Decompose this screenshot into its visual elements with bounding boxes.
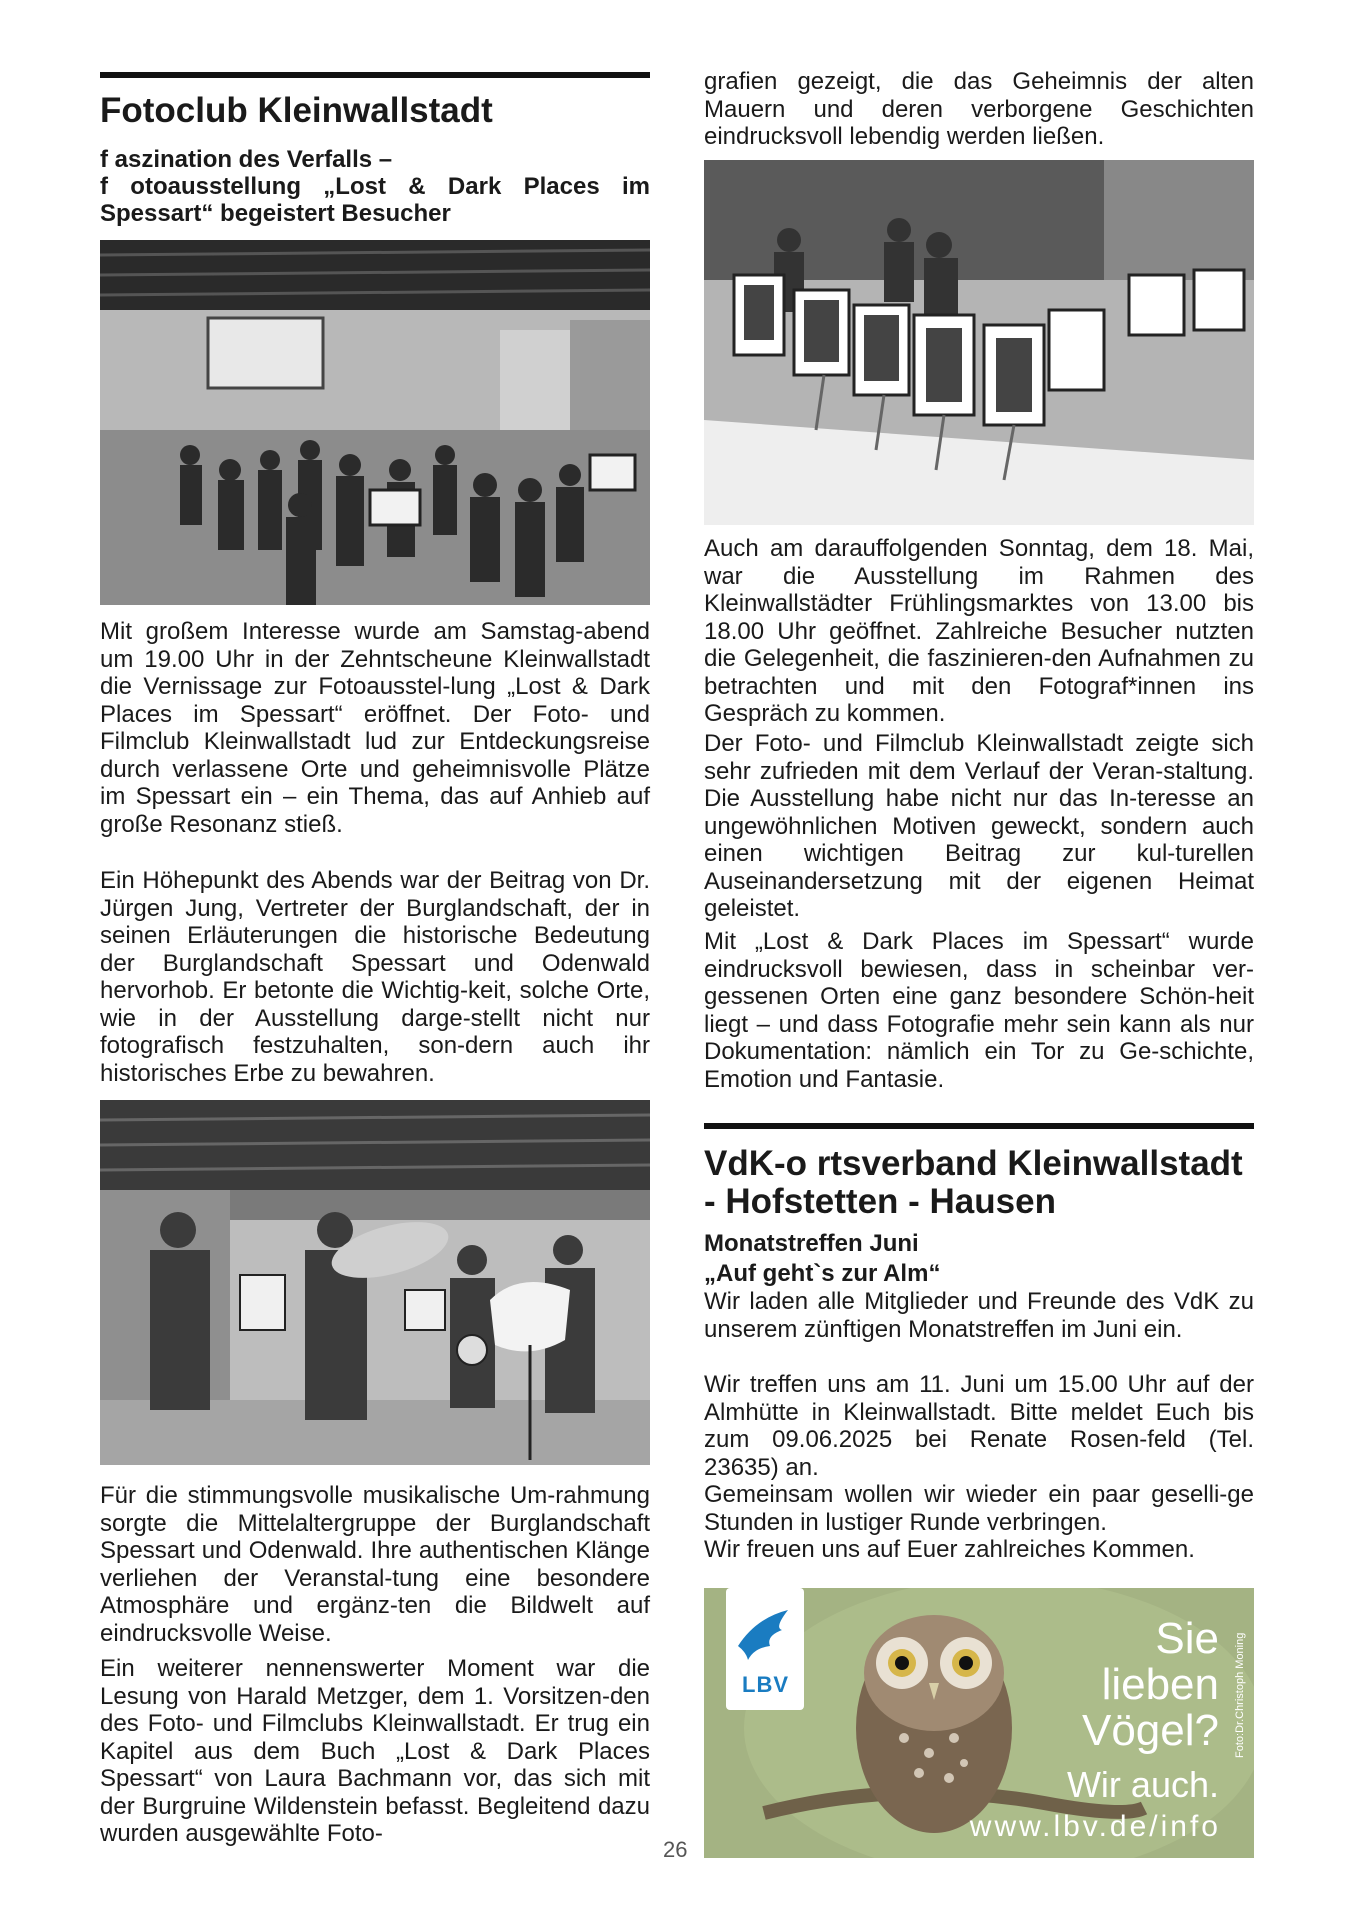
article-paragraph-5: grafien gezeigt, die das Geheimnis der alten Mauern und deren verborgene Geschichten eindrucksvoll lebendig werden ließen. — [704, 68, 1254, 150]
article-subtitle-line1: f aszination des Verfalls – — [100, 146, 393, 173]
article-paragraph-8: Mit „Lost & Dark Places im Spessart“ wurde eindrucksvoll bewiesen, dass in scheinbar ver-gessenen Orten eine ganz besondere Schön-heit liegt – und dass Fotografie mehr sein kann als nur Dokumentation: nämlich ein Tor zu Ge-schichte, Emotion und Fantasie. — [704, 928, 1254, 1093]
easels-exhibition-photo — [704, 160, 1254, 525]
vdk-subtitle-2: „Auf geht`s zur Alm“ — [704, 1260, 941, 1287]
lbv-logo — [726, 1588, 804, 1710]
ad-headline-line2: lieben — [1101, 1660, 1219, 1709]
medieval-band-photo — [100, 1100, 650, 1465]
lbv-advertisement[interactable] — [704, 1588, 1254, 1858]
lbv-logo-text: LBV — [742, 1672, 789, 1697]
article-paragraph-6: Auch am darauffolgenden Sonntag, dem 18. Mai, war die Ausstellung im Rahmen des Kleinwallstädter Frühlingsmarktes von 13.00 bis 18.00 Uhr geöffnet. Zahlreiche Besucher nutzten die Gelegenheit, die faszinieren-den Aufnahmen zu betrachten und mit den Fotograf*innen ins Gespräch zu kommen. — [704, 535, 1254, 727]
top-rule-left — [100, 72, 650, 78]
article-subtitle-line2: f otoausstellung „Lost & Dark Places im Spessart“ begeistert Besucher — [100, 173, 650, 227]
article-paragraph-2: Ein Höhepunkt des Abends war der Beitrag von Dr. Jürgen Jung, Vertreter der Burglandschaft, der in seinen Erläuterungen die historische Bedeutung der Burglandschaft Spessart und Odenwald hervorhob. Er betonte die Wichtig-keit, solche Orte, wie in der Ausstellung darge-stellt nicht nur fotografisch festzuhalten, son-dern auch ihr historisches Erbe zu bewahren. — [100, 867, 650, 1087]
article-paragraph-1: Mit großem Interesse wurde am Samstag-abend um 19.00 Uhr in der Zehntscheune Kleinwallstadt die Vernissage zur Fotoausstel-lung „Lost & Dark Places im Spessart“ eröffnet. Der Foto- und Filmclub Kleinwallstadt lud zur Entdeckungsreise durch verlassene Orte und geheimnisvolle Plätze im Spessart ein – ein Thema, das auf Anhieb auf große Resonanz stieß. — [100, 618, 650, 838]
ad-headline-line3: Vögel? — [1081, 1706, 1219, 1755]
ad-subline: Wir auch. — [1066, 1764, 1219, 1805]
vdk-subtitle-1: Monatstreffen Juni — [704, 1230, 919, 1257]
vdk-paragraph-1: Wir laden alle Mitglieder und Freunde des VdK zu unserem zünftigen Monatstreffen im Juni ein. — [704, 1288, 1254, 1343]
exhibition-crowd-photo — [100, 240, 650, 605]
article-title-vdk: VdK-o rtsverband Kleinwallstadt - Hofstetten - Hausen — [704, 1144, 1243, 1221]
ad-headline-line1: Sie — [1155, 1614, 1219, 1663]
article-title-fotoclub: Fotoclub Kleinwallstadt — [100, 91, 493, 130]
top-rule-vdk — [704, 1123, 1254, 1129]
vdk-paragraph-2: Wir treffen uns am 11. Juni um 15.00 Uhr auf der Almhütte in Kleinwallstadt. Bitte meldet Euch bis zum 09.06.2025 bei Renate Rosen-feld (Tel. 23635) an. — [704, 1371, 1254, 1481]
article-paragraph-7: Der Foto- und Filmclub Kleinwallstadt zeigte sich sehr zufrieden mit dem Verlauf der Veran-staltung. Die Ausstellung habe nicht nur das In-teresse an ungewöhnlichen Motiven geweckt, sondern auch einen wichtigen Beitrag zur kul-turellen Auseinandersetzung mit der eigenen Heimat geleistet. — [704, 730, 1254, 922]
page-number: 26 — [663, 1837, 688, 1862]
ad-url-link[interactable]: www.lbv.de/info — [969, 1810, 1221, 1843]
article-paragraph-3: Für die stimmungsvolle musikalische Um-rahmung sorgte die Mittelaltergruppe der Burglandschaft Spessart und Odenwald. Ihre authentischen Klänge verliehen der Veranstal-tung eine besondere Atmosphäre und ergänz-ten die Bildwelt auf eindrucksvolle Weise. — [100, 1482, 650, 1647]
photo-credit: Foto:Dr.Christoph Moning — [1234, 1632, 1246, 1758]
vdk-paragraph-4: Wir freuen uns auf Euer zahlreiches Kommen. — [704, 1536, 1195, 1563]
article-paragraph-4: Ein weiterer nennenswerter Moment war die Lesung von Harald Metzger, dem 1. Vorsitzen-den des Foto- und Filmclubs Kleinwallstadt. Er trug ein Kapitel aus dem Buch „Lost & Dark Places Spessart“ von Laura Bachmann vor, das sich mit der Burgruine Wildenstein befasst. Begleitend dazu wurden ausgewählte Foto- — [100, 1655, 650, 1847]
vdk-paragraph-3: Gemeinsam wollen wir wieder ein paar geselli-ge Stunden in lustiger Runde verbringen. — [704, 1481, 1254, 1536]
